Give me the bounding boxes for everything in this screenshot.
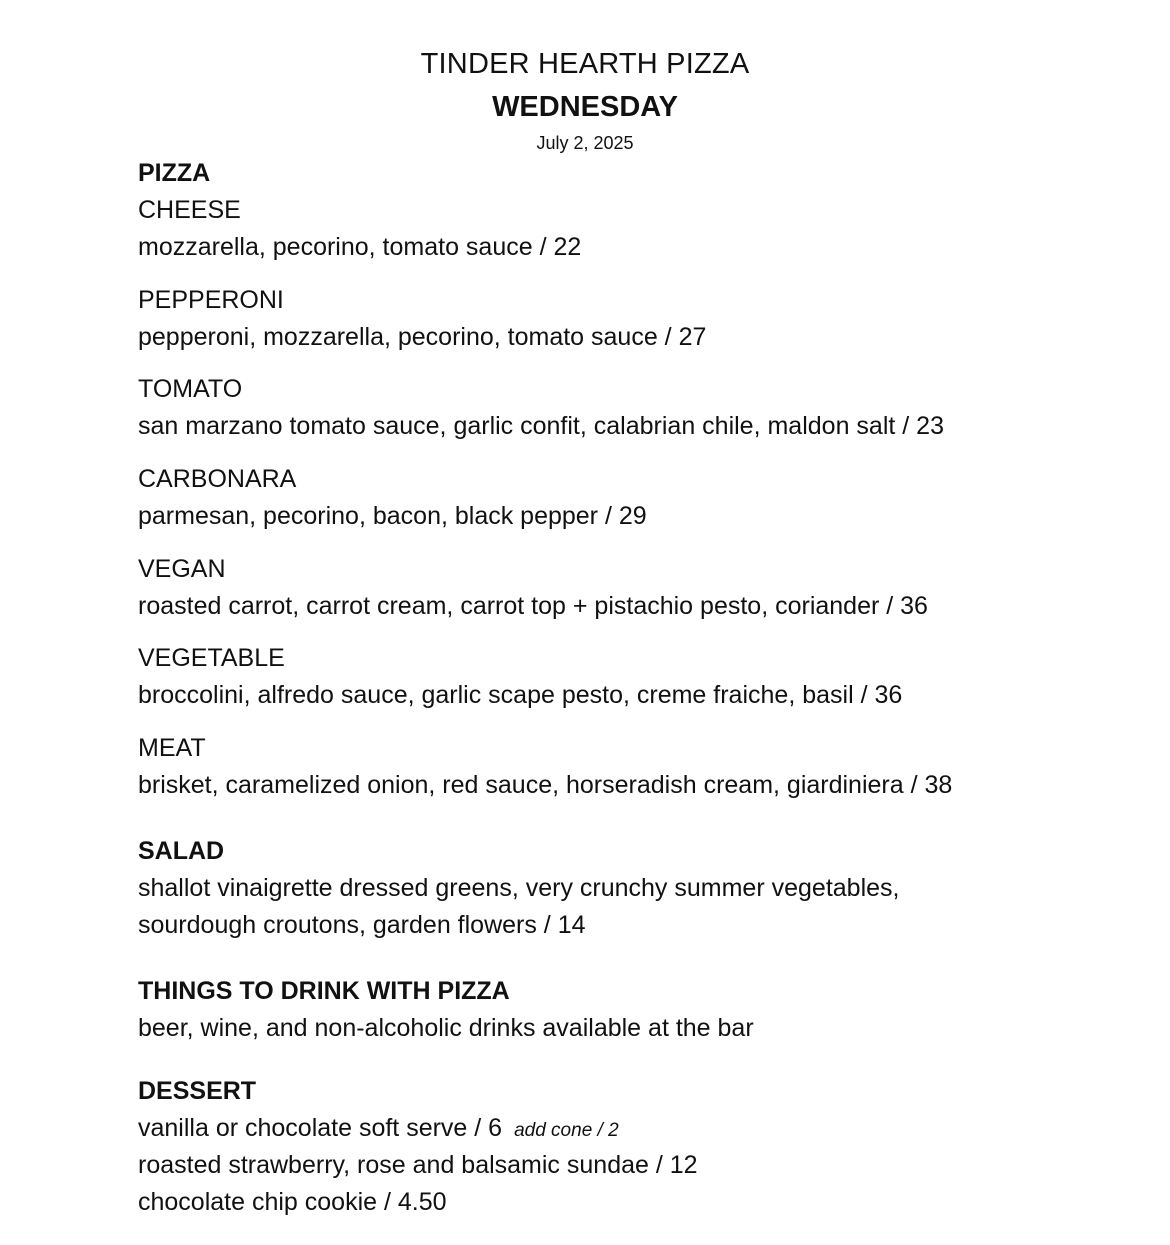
pizza-item-desc: brisket, caramelized onion, red sauce, horseradish cream, giardiniera / 38	[138, 771, 953, 799]
pizza-item-desc: roasted carrot, carrot cream, carrot top + pistachio pesto, coriander / 36	[138, 592, 928, 620]
drinks-desc: beer, wine, and non-alcoholic drinks available at the bar	[138, 1014, 754, 1042]
pizza-item-desc: pepperoni, mozzarella, pecorino, tomato sauce / 27	[138, 323, 707, 351]
dessert-item: chocolate chip cookie / 4.50	[138, 1188, 447, 1216]
pizza-item-name: PEPPERONI	[138, 286, 284, 314]
dessert-heading: DESSERT	[138, 1077, 257, 1105]
menu-day: WEDNESDAY	[492, 91, 678, 123]
pizza-item-name: MEAT	[138, 734, 206, 762]
drinks-heading: THINGS TO DRINK WITH PIZZA	[138, 977, 510, 1005]
pizza-item-desc: san marzano tomato sauce, garlic confit, calabrian chile, maldon salt / 23	[138, 412, 944, 440]
pizza-heading: PIZZA	[138, 159, 211, 187]
dessert-item-note: add cone / 2	[514, 1120, 619, 1141]
salad-desc-line-2: sourdough croutons, garden flowers / 14	[138, 911, 586, 939]
dessert-item-text: vanilla or chocolate soft serve / 6	[138, 1114, 503, 1142]
menu-date: July 2, 2025	[536, 133, 634, 153]
pizza-item-name: TOMATO	[138, 375, 243, 403]
dessert-item	[138, 1112, 619, 1147]
pizza-item-name: CARBONARA	[138, 465, 297, 493]
restaurant-name: TINDER HEARTH PIZZA	[420, 48, 750, 80]
pizza-item-name: VEGAN	[138, 555, 226, 583]
pizza-item-desc: mozzarella, pecorino, tomato sauce / 22	[138, 233, 582, 261]
pizza-item-name: CHEESE	[138, 196, 241, 224]
salad-heading: SALAD	[138, 837, 225, 865]
dessert-item: roasted strawberry, rose and balsamic sundae / 12	[138, 1151, 698, 1179]
pizza-item-desc: parmesan, pecorino, bacon, black pepper / 29	[138, 502, 647, 530]
salad-desc-line-1: shallot vinaigrette dressed greens, very crunchy summer vegetables,	[138, 874, 900, 902]
pizza-item-desc: broccolini, alfredo sauce, garlic scape pesto, creme fraiche, basil / 36	[138, 681, 903, 709]
pizza-item-name: VEGETABLE	[138, 644, 285, 672]
